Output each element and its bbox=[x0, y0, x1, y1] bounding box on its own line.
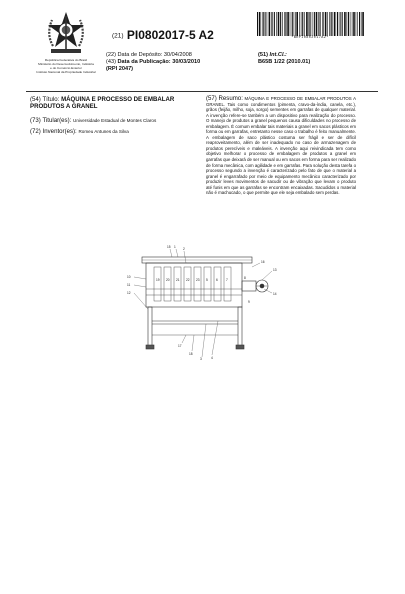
barcode-bar bbox=[287, 12, 289, 36]
barcode-bar bbox=[320, 12, 321, 36]
agency-line: Ministério do Desenvolvimento, Indústria bbox=[38, 62, 94, 66]
barcode-bar bbox=[295, 12, 296, 36]
abstract-text: MÁQUINA E PROCESSO DE EMBALAR PRODUTOS A GRANEL. Tais como condimentos (pimenta, cravo-da-índia, canela, etc.), grãos (feijão, milho, soja, sorgo) sementes em garrafas de qualquer material. A invenção refere-se também a um dispositivo para realização do processo. O manejo de produtos a granel pequenos causa dificuldades no processo de embalagem. É comum embalar tais materiais a granel em sacos plásticos em forma ou em garrafas, entretanto nesse caso o trabalho é feito manualmente. A embalagem de saco plástico costuma ser frágil e ser de difícil reaproveitamento, além de ser inadequado no caso de armazenagem de produtos perecíveis e maleáveis. A invenção aqui reivindicada tem como objetivo melhorar o processo de embalagem de produtos a granel em garrafas que deixará de ser manual ou em sacos em forma para ser realizado de forma mecânica, com agilidade e em garrafas. Para solução desta tarefa o processo segundo a invenção é caracterizado pelo fato de que o material a granel é engarrafado por meio de equipamento mecânico caracterizado por produzir leves movimentos de sacudir ou de vibração que levam o produto até funis em que as garrafas se encontram encaixadas. Sacudidos o material não é machucado, o que permite que ele seja embalado sem perdas. bbox=[206, 96, 356, 196]
barcode-bar bbox=[262, 12, 263, 36]
barcode-bar bbox=[292, 12, 293, 36]
drawing-label: 11 bbox=[127, 283, 131, 287]
inventor-value: Romeu Antunes da Silva bbox=[78, 129, 129, 134]
barcode-bar bbox=[356, 12, 357, 36]
barcode-bar bbox=[316, 12, 318, 36]
barcode-bar bbox=[353, 12, 355, 36]
barcode-bar bbox=[312, 12, 313, 36]
bottle-row bbox=[154, 267, 231, 301]
barcode-bar bbox=[310, 12, 311, 36]
holder-value: Universidade Estadual de Montes Claros bbox=[73, 118, 157, 123]
barcode-bar bbox=[284, 12, 285, 36]
drawing-label: 12 bbox=[127, 291, 131, 295]
barcode-bar bbox=[278, 12, 280, 36]
drawing-label: 2 bbox=[183, 247, 185, 251]
drawing-label: 1 bbox=[174, 245, 176, 249]
classification-heading: (51) Int.Cl.: bbox=[258, 52, 287, 58]
drawing-label: 20 bbox=[166, 278, 170, 282]
header-divider bbox=[26, 91, 378, 92]
barcode-bar bbox=[274, 12, 275, 36]
barcode-bar bbox=[296, 12, 298, 36]
barcode-bar bbox=[302, 12, 303, 36]
drawing-label: 5 bbox=[206, 278, 208, 282]
barcode-bar bbox=[329, 12, 330, 36]
barcode-bar bbox=[322, 12, 323, 36]
agency-line: República Federativa do Brasil bbox=[44, 58, 88, 62]
barcode-bar bbox=[334, 12, 336, 36]
publication-number bbox=[112, 28, 214, 42]
deposit-date-line: (22) Data de Depósito: 30/04/2008 bbox=[106, 52, 192, 58]
drawing-callouts bbox=[134, 249, 272, 357]
drawing-label: 8 bbox=[244, 276, 246, 280]
barcode-bar bbox=[357, 12, 358, 36]
barcode-bar bbox=[294, 12, 295, 36]
barcode-bar bbox=[323, 12, 324, 36]
agency-line: Instituto Nacional da Propriedade Industrial bbox=[36, 70, 96, 74]
barcode bbox=[256, 12, 364, 36]
emblem-wreath-left bbox=[49, 20, 53, 46]
publication-code: (21) bbox=[112, 32, 124, 40]
barcode-bar bbox=[301, 12, 302, 36]
barcode-bar bbox=[318, 12, 319, 36]
drawing-label: 15 bbox=[167, 245, 171, 249]
barcode-bar bbox=[333, 12, 334, 36]
drawing-label-group bbox=[127, 245, 277, 361]
drawing-label: 4 bbox=[211, 356, 213, 360]
barcode-bar bbox=[331, 12, 332, 36]
title-field: (54) Título: MÁQUINA E PROCESSO DE EMBALAR PRODUTOS A GRANEL bbox=[30, 96, 175, 110]
drawing-label: 23 bbox=[196, 278, 200, 282]
barcode-bar bbox=[309, 12, 310, 36]
barcode-bar bbox=[314, 12, 315, 36]
barcode-bar bbox=[327, 12, 328, 36]
drawing-label: 21 bbox=[176, 278, 180, 282]
barcode-bar bbox=[348, 12, 349, 36]
barcode-bar bbox=[263, 12, 264, 36]
barcode-bar bbox=[267, 12, 268, 36]
barcode-bar bbox=[271, 12, 272, 36]
abstract-code: (57) bbox=[206, 95, 217, 102]
title-value: MÁQUINA E PROCESSO DE EMBALAR PRODUTOS A GRANEL bbox=[30, 96, 175, 110]
drawing-label: 19 bbox=[156, 278, 160, 282]
barcode-bar bbox=[306, 12, 308, 36]
barcode-bar bbox=[285, 12, 286, 36]
drawing-label: 22 bbox=[186, 278, 190, 282]
barcode-bar bbox=[280, 12, 281, 36]
barcode-bar bbox=[350, 12, 351, 36]
barcode-bar bbox=[276, 12, 277, 36]
publication-date-line: (43) Data da Publicação: 30/03/2010 bbox=[106, 59, 201, 65]
barcode-bar bbox=[340, 12, 341, 36]
barcode-bar bbox=[257, 12, 258, 36]
barcode-bar bbox=[359, 12, 360, 36]
drawing-label: 10 bbox=[127, 275, 131, 279]
drawing-label: 18 bbox=[189, 352, 193, 356]
barcode-bar bbox=[299, 12, 300, 36]
drawing-label: 13 bbox=[273, 268, 277, 272]
barcode-bar bbox=[337, 12, 338, 36]
rpi-number: (RPI 2047) bbox=[106, 66, 134, 72]
publication-number-value: PI0802017-5 A2 bbox=[126, 28, 214, 42]
barcode-bar bbox=[304, 12, 305, 36]
classification-value: B65B 1/22 (2010.01) bbox=[258, 59, 311, 65]
emblem-wreath-right bbox=[79, 20, 83, 46]
machine-drawing bbox=[112, 243, 286, 361]
drawing-label: 6 bbox=[216, 278, 218, 282]
barcode-bar bbox=[361, 12, 362, 36]
agency-line: e do Comércio Exterior bbox=[50, 66, 82, 70]
holder-field: (73) Titular(es): Universidade Estadual de Montes Claros bbox=[30, 117, 157, 124]
abstract bbox=[206, 96, 356, 196]
drawing-label: 16 bbox=[261, 260, 265, 264]
barcode-bar bbox=[265, 12, 266, 36]
barcode-bar bbox=[344, 12, 346, 36]
barcode-bar bbox=[259, 12, 261, 36]
barcode-bar bbox=[339, 12, 340, 36]
barcode-bar bbox=[342, 12, 343, 36]
barcode-bar bbox=[272, 12, 273, 36]
drawing-label: 9 bbox=[248, 300, 250, 304]
emblem-ribbon bbox=[51, 49, 81, 53]
barcode-bar bbox=[347, 12, 348, 36]
abstract-label: Resumo: bbox=[218, 95, 243, 102]
barcode-text: *BRPI0802017A2* bbox=[291, 36, 329, 40]
barcode-bar bbox=[325, 12, 327, 36]
inventor-field: (72) Inventor(es): Romeu Antunes da Silva bbox=[30, 128, 129, 135]
drawing-label: 7 bbox=[226, 278, 228, 282]
barcode-bar bbox=[269, 12, 271, 36]
coat-of-arms-emblem bbox=[44, 10, 88, 56]
drawing-label: 17 bbox=[178, 344, 182, 348]
barcode-bar bbox=[282, 12, 283, 36]
barcode-bar bbox=[290, 12, 291, 36]
barcode-bar bbox=[362, 12, 364, 36]
drawing-label: 3 bbox=[200, 357, 202, 361]
emblem-sword bbox=[65, 16, 67, 50]
barcode-bar bbox=[352, 12, 353, 36]
drawing-label: 14 bbox=[273, 292, 277, 296]
